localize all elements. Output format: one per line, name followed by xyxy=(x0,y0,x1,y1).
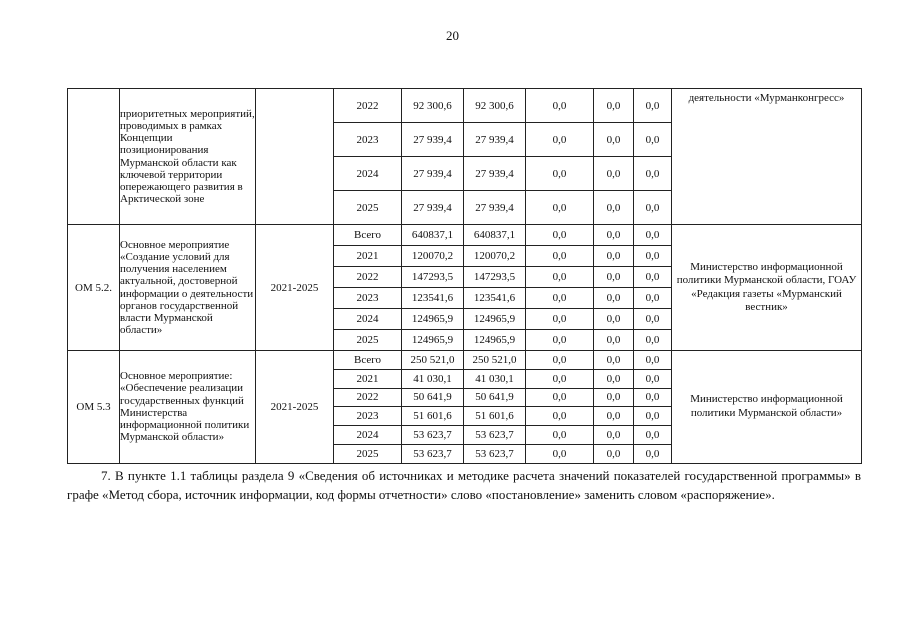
year-cell: 2025 xyxy=(334,191,402,225)
total-cell: 147293,5 xyxy=(402,267,464,288)
amendment-paragraph: 7. В пункте 1.1 таблицы раздела 9 «Сведения об источниках и методике расчета значений показателей государственной программы» в графе «Метод сбора, источник информации, код формы отчетности» слово «постановление» заменить словом «распоряжение». xyxy=(67,468,861,502)
total-cell: 27 939,4 xyxy=(402,123,464,157)
total-cell: 124965,9 xyxy=(402,309,464,330)
local-cell: 0,0 xyxy=(594,309,634,330)
budget-cell: 120070,2 xyxy=(464,246,526,267)
federal-cell: 0,0 xyxy=(526,407,594,426)
year-cell: 2021 xyxy=(334,369,402,388)
federal-cell: 0,0 xyxy=(526,246,594,267)
budget-cell: 50 641,9 xyxy=(464,388,526,407)
year-cell: 2023 xyxy=(334,123,402,157)
budget-cell: 147293,5 xyxy=(464,267,526,288)
budget-cell: 92 300,6 xyxy=(464,89,526,123)
table-row xyxy=(68,225,862,246)
local-cell: 0,0 xyxy=(594,444,634,463)
budget-cell: 123541,6 xyxy=(464,288,526,309)
total-cell: 27 939,4 xyxy=(402,157,464,191)
local-cell: 0,0 xyxy=(594,388,634,407)
budget-cell: 53 623,7 xyxy=(464,444,526,463)
total-cell: 51 601,6 xyxy=(402,407,464,426)
other-cell: 0,0 xyxy=(634,89,672,123)
other-cell: 0,0 xyxy=(634,157,672,191)
year-cell: 2023 xyxy=(334,407,402,426)
local-cell: 0,0 xyxy=(594,330,634,351)
total-cell: 120070,2 xyxy=(402,246,464,267)
local-cell: 0,0 xyxy=(594,191,634,225)
year-cell: 2022 xyxy=(334,89,402,123)
federal-cell: 0,0 xyxy=(526,288,594,309)
year-cell: 2025 xyxy=(334,444,402,463)
federal-cell: 0,0 xyxy=(526,225,594,246)
local-cell: 0,0 xyxy=(594,123,634,157)
budget-cell: 250 521,0 xyxy=(464,351,526,370)
federal-cell: 0,0 xyxy=(526,191,594,225)
activity-code: ОМ 5.2. xyxy=(68,225,120,351)
local-cell: 0,0 xyxy=(594,157,634,191)
other-cell: 0,0 xyxy=(634,267,672,288)
budget-cell: 27 939,4 xyxy=(464,191,526,225)
year-cell: 2022 xyxy=(334,388,402,407)
other-cell: 0,0 xyxy=(634,191,672,225)
total-cell: 27 939,4 xyxy=(402,191,464,225)
year-cell: 2021 xyxy=(334,246,402,267)
total-cell: 53 623,7 xyxy=(402,426,464,445)
other-cell: 0,0 xyxy=(634,444,672,463)
year-cell: Всего xyxy=(334,351,402,370)
federal-cell: 0,0 xyxy=(526,444,594,463)
other-cell: 0,0 xyxy=(634,369,672,388)
year-cell: 2025 xyxy=(334,330,402,351)
federal-cell: 0,0 xyxy=(526,388,594,407)
year-cell: 2024 xyxy=(334,157,402,191)
year-cell: 2024 xyxy=(334,309,402,330)
local-cell: 0,0 xyxy=(594,351,634,370)
total-cell: 50 641,9 xyxy=(402,388,464,407)
budget-cell: 27 939,4 xyxy=(464,123,526,157)
budget-cell: 27 939,4 xyxy=(464,157,526,191)
local-cell: 0,0 xyxy=(594,89,634,123)
federal-cell: 0,0 xyxy=(526,330,594,351)
activity-code: ОМ 5.3 xyxy=(68,351,120,464)
table-row xyxy=(68,351,862,370)
year-cell: 2024 xyxy=(334,426,402,445)
local-cell: 0,0 xyxy=(594,369,634,388)
local-cell: 0,0 xyxy=(594,288,634,309)
budget-cell: 124965,9 xyxy=(464,309,526,330)
budget-cell: 51 601,6 xyxy=(464,407,526,426)
activity-period: 2021-2025 xyxy=(256,351,334,464)
total-cell: 640837,1 xyxy=(402,225,464,246)
other-cell: 0,0 xyxy=(634,288,672,309)
local-cell: 0,0 xyxy=(594,267,634,288)
local-cell: 0,0 xyxy=(594,225,634,246)
other-cell: 0,0 xyxy=(634,246,672,267)
year-cell: Всего xyxy=(334,225,402,246)
responsible-executor: Министерство информационной политики Мурманской области» xyxy=(672,351,862,464)
year-cell: 2022 xyxy=(334,267,402,288)
activity-code xyxy=(68,89,120,225)
table-row xyxy=(68,89,862,123)
other-cell: 0,0 xyxy=(634,407,672,426)
local-cell: 0,0 xyxy=(594,426,634,445)
local-cell: 0,0 xyxy=(594,246,634,267)
budget-cell: 124965,9 xyxy=(464,330,526,351)
total-cell: 92 300,6 xyxy=(402,89,464,123)
total-cell: 41 030,1 xyxy=(402,369,464,388)
budget-cell: 41 030,1 xyxy=(464,369,526,388)
federal-cell: 0,0 xyxy=(526,123,594,157)
federal-cell: 0,0 xyxy=(526,309,594,330)
other-cell: 0,0 xyxy=(634,351,672,370)
federal-cell: 0,0 xyxy=(526,267,594,288)
other-cell: 0,0 xyxy=(634,123,672,157)
activity-description: Основное мероприятие «Создание условий для получения населением актуальной, достоверной информации о деятельности органов государственной власти Мурманской области» xyxy=(120,225,256,351)
responsible-executor: Министерство информационной политики Мурманской области, ГОАУ «Редакция газеты «Мурманский вестник» xyxy=(672,225,862,351)
activity-description: приоритетных мероприятий, проводимых в рамках Концепции позиционирования Мурманской области как ключевой территории опережающего развития в Арктической зоне xyxy=(120,89,256,225)
activity-period: 2021-2025 xyxy=(256,225,334,351)
total-cell: 123541,6 xyxy=(402,288,464,309)
responsible-executor: деятельности «Мурманконгресс» xyxy=(672,89,862,225)
other-cell: 0,0 xyxy=(634,330,672,351)
activity-description: Основное мероприятие: «Обеспечение реализации государственных функций Министерства информационной политики Мурманской области» xyxy=(120,351,256,464)
page-number: 20 xyxy=(446,28,459,43)
total-cell: 124965,9 xyxy=(402,330,464,351)
budget-cell: 640837,1 xyxy=(464,225,526,246)
other-cell: 0,0 xyxy=(634,225,672,246)
local-cell: 0,0 xyxy=(594,407,634,426)
federal-cell: 0,0 xyxy=(526,157,594,191)
federal-cell: 0,0 xyxy=(526,89,594,123)
federal-cell: 0,0 xyxy=(526,426,594,445)
total-cell: 53 623,7 xyxy=(402,444,464,463)
other-cell: 0,0 xyxy=(634,388,672,407)
budget-cell: 53 623,7 xyxy=(464,426,526,445)
federal-cell: 0,0 xyxy=(526,369,594,388)
other-cell: 0,0 xyxy=(634,309,672,330)
table-body xyxy=(68,89,862,464)
activity-period xyxy=(256,89,334,225)
year-cell: 2023 xyxy=(334,288,402,309)
other-cell: 0,0 xyxy=(634,426,672,445)
federal-cell: 0,0 xyxy=(526,351,594,370)
total-cell: 250 521,0 xyxy=(402,351,464,370)
funding-table xyxy=(67,88,862,464)
